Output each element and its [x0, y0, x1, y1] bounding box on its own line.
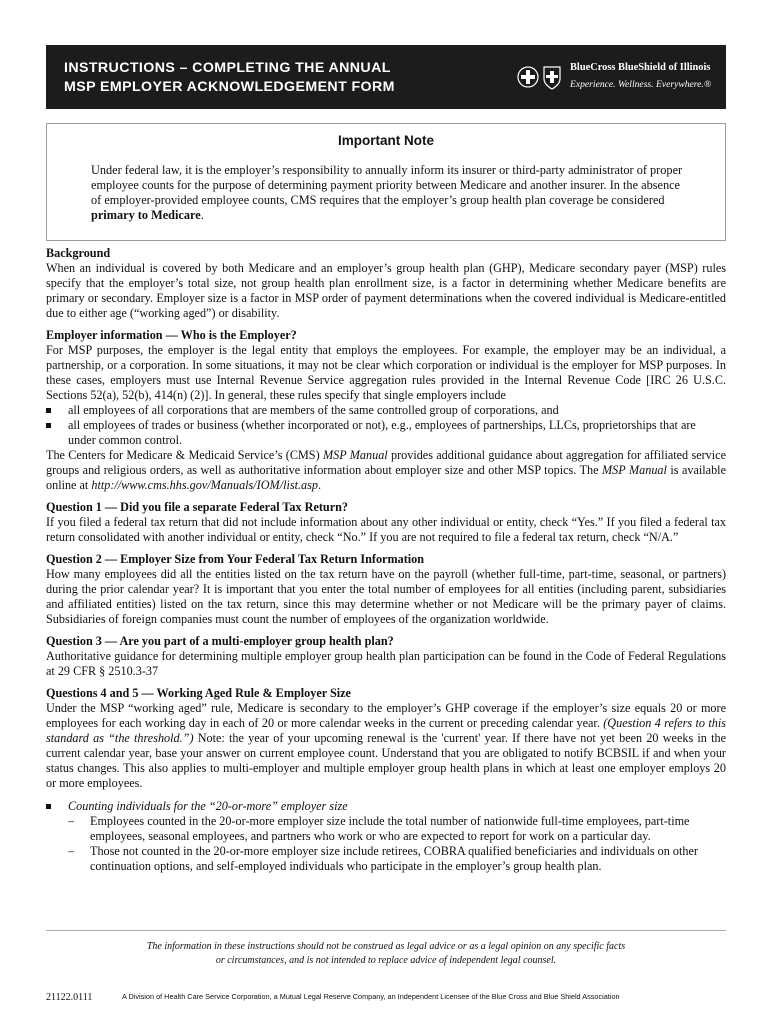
- brand-name: BlueCross BlueShield of Illinois: [570, 62, 711, 73]
- section-employer-info: [46, 328, 726, 493]
- section-heading: Employer information — Who is the Employer?: [46, 328, 297, 342]
- section-heading: Questions 4 and 5 — Working Aged Rule & Employer Size: [46, 686, 351, 700]
- section-heading: Question 3 — Are you part of a multi-employer group health plan?: [46, 634, 394, 648]
- important-note-body: [91, 163, 683, 223]
- text-run: Counting individuals for the “20-or-more” employer size: [68, 799, 348, 813]
- title-line-2: MSP EMPLOYER ACKNOWLEDGEMENT FORM: [64, 79, 395, 95]
- section-text: When an individual is covered by both Medicare and an employer’s group health plan (GHP), Medicare secondary payer (MSP) rules specify that the employer’s total size, not group health plan enrollment size, is a factor in determining whether Medicare benefits are primary or secondary. Employer size is a factor in MSP order of payment determinations when the covered individual is Medicare-entitled due to either age (“working aged”) or disability.: [46, 261, 726, 320]
- section-question-2: [46, 552, 726, 627]
- cms-manual-link[interactable]: http://www.cms.hhs.gov/Manuals/IOM/list.asp: [91, 478, 318, 492]
- bcbs-logo: [516, 58, 716, 96]
- cms-manual-paragraph: [46, 448, 726, 493]
- text-run: (Question 4 refers to this standard as “the threshold.”): [46, 716, 727, 745]
- text-run: is available online at: [46, 463, 726, 492]
- section-text: Authoritative guidance for determining multiple employer group health plan participation can be found in the Code of Federal Regulations at 29 CFR § 2510.3-37: [46, 649, 726, 678]
- note-end: .: [200, 208, 204, 222]
- footer-divider: [46, 930, 726, 931]
- division-statement: A Division of Health Care Service Corporation, a Mutual Legal Reserve Company, an Independent Licensee of the Blue Cross and Blue Shield Association: [122, 992, 620, 1001]
- title-line-1: INSTRUCTIONS – COMPLETING THE ANNUAL: [64, 60, 391, 76]
- section-heading: Question 2 — Employer Size from Your Federal Tax Return Information: [46, 552, 425, 566]
- section-questions-4-5: [46, 686, 726, 874]
- document-header: [46, 45, 726, 109]
- section-text: For MSP purposes, the employer is the legal entity that employs the employees. For example, the employer may be an individual, a partnership, or a corporation. In some situations, it may not be clear which corporation or individual is the employer for MSP purposes. In these cases, employers must use Internal Revenue Service aggregation rules provided in the Internal Revenue Code [IRC 26 U.S.C. Sections 52(a), 52(b), 414(n) (2)]. In general, these rules specify that single employers include: [46, 343, 726, 402]
- text-run: provides additional guidance about aggregation for affiliated service groups and religious orders, as well as authoritative information about employer size and other MSP topics. The: [46, 448, 726, 477]
- section-question-1: [46, 500, 726, 545]
- text-run: .: [317, 478, 322, 492]
- text-run: The Centers for Medicare & Medicaid Service’s (CMS): [46, 448, 323, 462]
- section-heading: Background: [46, 246, 111, 260]
- section-heading: Question 1 — Did you file a separate Federal Tax Return?: [46, 500, 348, 514]
- important-note-box: [46, 123, 726, 241]
- form-number: 21122.0111: [46, 992, 93, 1003]
- text-run: Note: the year of your upcoming renewal is the 'current' year. If there have not yet been 20 weeks in the current calendar year, base your answer on current employee count. Understand that you are obligated to notify BCBSIL if and when your status changes. This also applies to multi-employer and multiple employer group health plans in which at least one employer employs 20 or more employees.: [46, 731, 726, 790]
- section-text: [46, 701, 726, 791]
- text-run: Under the MSP “working aged” rule, Medicare is secondary to the employer’s GHP coverage if the employer’s size equals 20 or more employees for each working day in each of 20 or more calendar weeks in the current or preceding calendar year.: [46, 701, 726, 730]
- list-item: [46, 799, 726, 814]
- section-text: How many employees did all the entities listed on the tax return have on the payroll (whether full-time, part-time, seasonal, or partners) during the prior calendar year? It is important that you enter the total number of employees for all entities (including parent, subsidiaries and affiliated entities) listed on the tax return, since this may determine whether or not Medicare will be the primary payer of claims. Subsidiaries of foreign companies must count the number of employees of the organization worldwide.: [46, 567, 726, 626]
- note-text: Under federal law, it is the employer’s responsibility to annually inform its insurer or third-party administrator of proper employee counts for the purpose of determining payment priority between Medicare and another insurer. In the absence of employer-provided employee counts, CMS requires that the employer’s group health plan coverage be considered: [91, 163, 683, 207]
- list-item: all employees of all corporations that are members of the same controlled group of corporations, and: [46, 403, 726, 418]
- cross-shield-icon: [516, 62, 566, 92]
- disclaimer-line: or circumstances, and is not intended to replace advice of independent legal counsel.: [215, 955, 557, 966]
- instructions-body: [46, 246, 726, 881]
- important-note-title: Important Note: [338, 133, 434, 148]
- note-emphasis: primary to Medicare: [91, 208, 201, 222]
- legal-disclaimer: [96, 940, 676, 968]
- list-item: – Employees counted in the 20-or-more employer size include the total number of nationwide full-time employees, part-time employees, seasonal employees, and partners who work or who are expected to report for work on a particular day.: [46, 814, 726, 844]
- section-background: [46, 246, 726, 321]
- section-question-3: [46, 634, 726, 679]
- manual-title: MSP Manual: [322, 448, 388, 462]
- section-text: If you filed a federal tax return that did not include information about any other individual or entity, check “Yes.” If you filed a federal tax return consolidated with another individual or entity, check “No.” If you are not required to file a federal tax return, check “N/A.”: [46, 515, 726, 544]
- document-title: [64, 59, 395, 97]
- disclaimer-line: The information in these instructions should not be construed as legal advice or as a legal opinion on any specific facts: [146, 941, 626, 952]
- list-item: all employees of trades or business (whether incorporated or not), e.g., employees of partnerships, LLCs, proprietorships that are under common control.: [46, 418, 726, 448]
- list-item: – Those not counted in the 20-or-more employer size include retirees, COBRA qualified beneficiaries and individuals on other continuation options, and self-employed individuals who participate in the employer’s group health plan.: [46, 844, 726, 874]
- manual-title: MSP Manual: [602, 463, 667, 477]
- brand-tagline: Experience. Wellness. Everywhere.®: [570, 79, 712, 90]
